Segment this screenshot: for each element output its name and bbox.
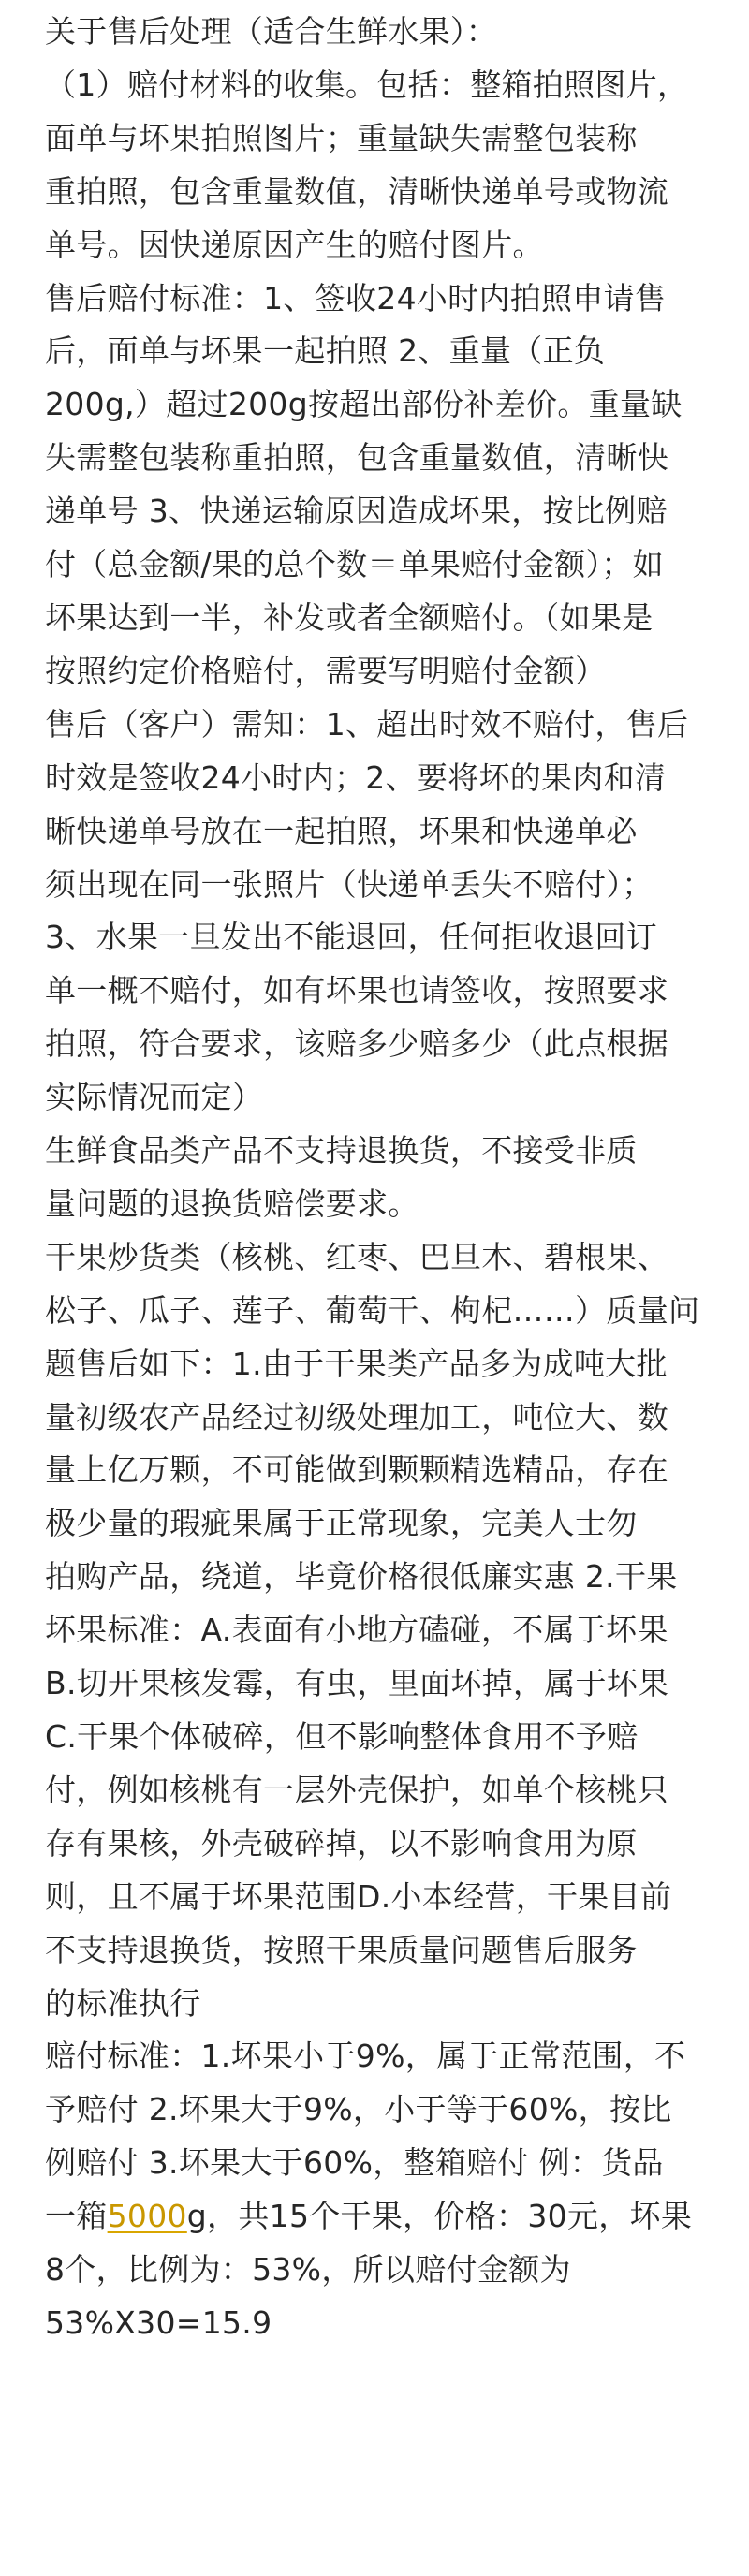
text-line: 坏果标准：A.表面有小地方磕碰，不属于坏果: [45, 1612, 668, 1649]
text-line: 予赔付 2.坏果大于9%，小于等于60%，按比: [45, 2091, 672, 2128]
text-line: 量初级农产品经过初级处理加工，吨位大、数: [45, 1398, 668, 1435]
text-line: 递单号 3、快递运输原因造成坏果，按比例赔: [45, 493, 668, 530]
text-line: 按照约定价格赔付，需要写明赔付金额）: [45, 652, 607, 689]
text-line: 拍购产品，绕道，毕竟价格很低廉实惠 2.干果: [45, 1558, 678, 1596]
text-line: 失需整包装称重拍照，包含重量数值，清晰快: [45, 439, 668, 477]
example-line: [45, 2190, 713, 2244]
text-line: 售后赔付标准：1、签收24小时内拍照申请售: [45, 279, 667, 316]
text-line: 付，例如核桃有一层外壳保护，如单个核桃只: [45, 1771, 668, 1808]
text-line: 的标准执行: [45, 1984, 201, 2022]
text-line: 付（总金额/果的总个数＝单果赔付金额）；如: [45, 546, 664, 583]
text-block: [45, 6, 713, 2190]
text-line: 晰快递单号放在一起拍照，坏果和快递单必: [45, 812, 638, 849]
text-line: B.切开果核发霉，有虫，里面坏掉，属于坏果: [45, 1665, 669, 1702]
text-line: 时效是签收24小时内；2、要将坏的果肉和清: [45, 758, 667, 796]
text-line: 生鲜食品类产品不支持退换货，不接受非质: [45, 1132, 638, 1170]
example-suffix: g，共15个干果，价格：30元，坏果: [186, 2198, 693, 2235]
text-line: 8个，比例为：53%，所以赔付金额为: [45, 2251, 571, 2289]
text-line: 53%X30=15.9: [45, 2304, 272, 2341]
text-line: 题售后如下：1.由于干果类产品多为成吨大批: [45, 1345, 668, 1382]
text-line: 存有果核，外壳破碎掉，以不影响食用为原: [45, 1824, 638, 1862]
text-line: 量问题的退换货赔偿要求。: [45, 1185, 419, 1222]
text-line: 200g,）超过200g按超出部份补差价。重量缺: [45, 386, 683, 423]
text-line: 面单与坏果拍照图片；重量缺失需整包装称: [45, 119, 638, 156]
text-line: 干果炒货类（核桃、红枣、巴旦木、碧根果、: [45, 1238, 668, 1275]
text-line: 3、水果一旦发出不能退回，任何拒收退回订: [45, 919, 657, 956]
text-line: 售后（客户）需知：1、超出时效不赔付，售后: [45, 705, 689, 743]
text-line: 量上亿万颗，不可能做到颗颗精选精品，存在: [45, 1451, 668, 1489]
tail-text-block: [45, 2244, 713, 2350]
text-line: 极少量的瑕疵果属于正常现象，完美人士勿: [45, 1505, 638, 1542]
text-line: 例赔付 3.坏果大于60%，整箱赔付 例：货品: [45, 2144, 664, 2182]
text-line: 拍照，符合要求，该赔多少赔多少（此点根据: [45, 1025, 668, 1063]
text-line: 松子、瓜子、莲子、葡萄干、枸杞……）质量问: [45, 1291, 700, 1329]
text-line: 不支持退换货，按照干果质量问题售后服务: [45, 1931, 638, 1968]
text-line: （1）赔付材料的收集。包括：整箱拍照图片，: [45, 66, 689, 103]
text-line: 单一概不赔付，如有坏果也请签收，按照要求: [45, 972, 668, 1009]
text-line: 重拍照，包含重量数值，清晰快递单号或物流: [45, 172, 668, 210]
text-line: 实际情况而定）: [45, 1079, 264, 1116]
text-line: 关于售后处理（适合生鲜水果）：: [45, 13, 497, 50]
text-line: 坏果达到一半，补发或者全额赔付。（如果是: [45, 598, 654, 636]
highlighted-weight-link[interactable]: 5000: [107, 2198, 187, 2235]
text-line: 须出现在同一张照片（快递单丢失不赔付）；: [45, 865, 654, 903]
text-line: 则，且不属于坏果范围D.小本经营，干果目前: [45, 1877, 672, 1915]
text-line: C.干果个体破碎，但不影响整体食用不予赔: [45, 1718, 639, 1755]
text-line: 后，面单与坏果一起拍照 2、重量（正负: [45, 332, 606, 370]
example-prefix: 一箱: [45, 2198, 108, 2235]
text-line: 赔付标准：1.坏果小于9%，属于正常范围，不: [45, 2038, 686, 2075]
text-line: 单号。因快递原因产生的赔付图片。: [45, 226, 544, 263]
